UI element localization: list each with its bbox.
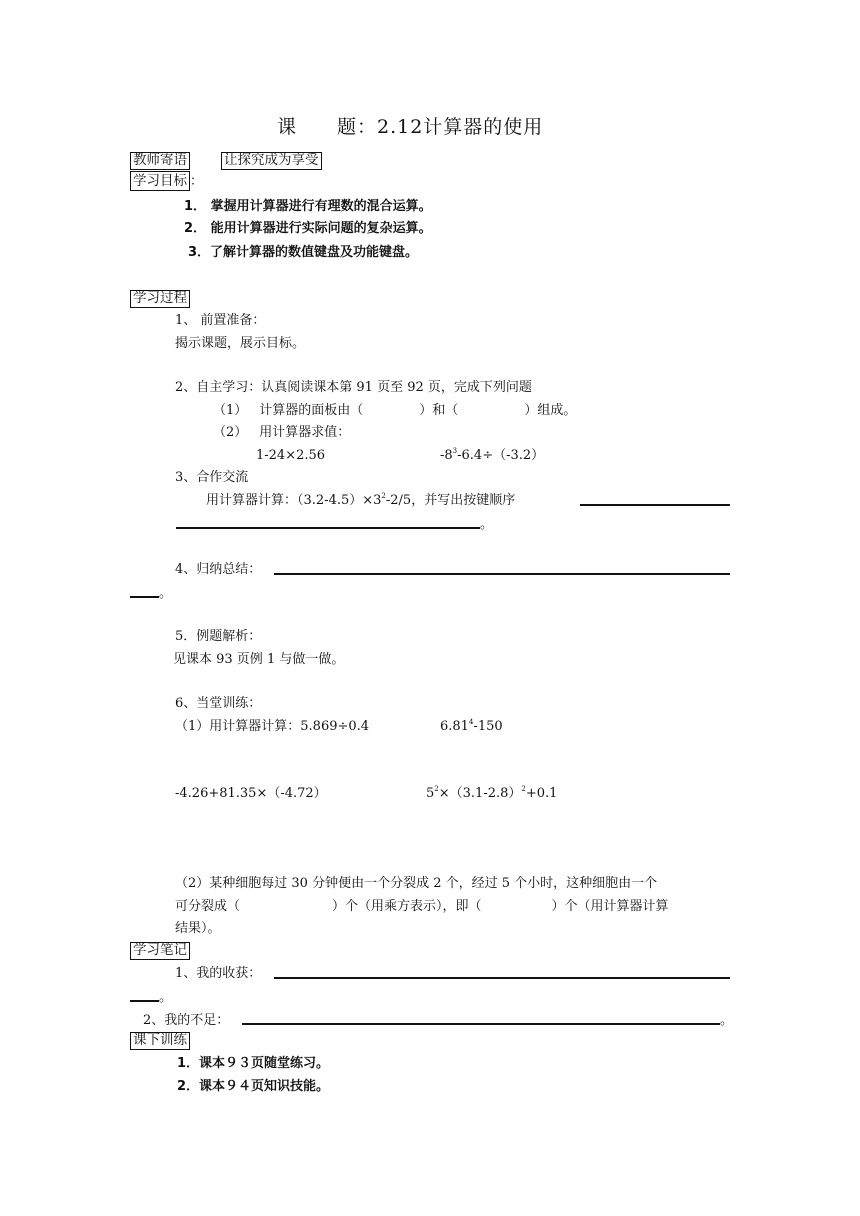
- page-title: 课 题：2.12计算器的使用: [277, 116, 544, 138]
- example-text: 见课本 93 页例 1 与做一做。: [173, 652, 345, 667]
- question-1: [213, 404, 576, 417]
- answer-line: [176, 527, 480, 529]
- coop-task: 用计算器计算：$(3.2-4.5)\times 3^2-2/5$，并写出按键顺序: [206, 492, 516, 508]
- expression-2: $-8^3-6.4\div(-3.2)$: [440, 447, 545, 463]
- answer-line: [130, 1000, 159, 1002]
- q1-text-a: 计算器的面板由（: [259, 403, 364, 418]
- practice-1: （1）用计算器计算：5.869÷0.4: [175, 719, 370, 734]
- cell-problem-line-2: 可分裂成（ ）个（用乘方表示），即（ ）个（用计算器计算: [175, 899, 669, 914]
- prep-heading: 1、 前置准备：: [175, 313, 266, 328]
- after-class-item: 2．课本９４页知识技能。: [177, 1079, 330, 1094]
- summary-heading: 4、归纳总结：: [175, 562, 262, 577]
- cell-problem-line-3: 结果）。: [175, 921, 221, 936]
- practice-1-expr: 6.81$^4$-150: [440, 718, 503, 734]
- period: 。: [480, 517, 494, 532]
- q1-text-b: ）和（: [419, 403, 459, 418]
- answer-line: [274, 573, 730, 575]
- goals-label: 学习目标: [130, 171, 190, 191]
- practice-2-expr-b: $5^2\times(3.1-2.8)^2+0.1$: [426, 785, 558, 801]
- goals-heading: [130, 175, 203, 189]
- answer-line: [274, 977, 730, 979]
- self-study-heading: 2、自主学习：认真阅读课本第 91 页至 92 页，完成下列问题: [175, 380, 532, 395]
- period: 。: [720, 1013, 734, 1028]
- q2-number: （2）: [213, 425, 248, 440]
- q1-number: （1）: [213, 403, 248, 418]
- period: 。: [159, 586, 173, 601]
- notes-label: 学习笔记: [130, 942, 190, 960]
- answer-line: [130, 596, 159, 598]
- goal-item: 3．了解计算器的数值键盘及功能键盘。: [188, 245, 419, 260]
- coop-heading: 3、合作交流: [175, 470, 249, 485]
- lack-heading: 2、我的不足：: [143, 1013, 230, 1028]
- goal-item: 1． 掌握用计算器进行有理数的混合运算。: [184, 199, 432, 214]
- practice-2-expr-a: -4.26+81.35×（-4.72）: [175, 786, 327, 801]
- expression-1: 1-24×2.56: [256, 448, 326, 463]
- teacher-quote: 让探究成为享受: [221, 152, 322, 170]
- answer-line: [242, 1023, 720, 1025]
- gain-heading: 1、我的收获：: [175, 966, 262, 981]
- answer-line: [580, 504, 730, 506]
- prep-text: 揭示课题，展示目标。: [175, 336, 306, 351]
- teacher-label: 教师寄语: [130, 152, 190, 170]
- period: 。: [159, 990, 173, 1005]
- goal-item: 2． 能用计算器进行实际问题的复杂运算。: [184, 221, 432, 236]
- q2-text: 用计算器求值：: [259, 425, 351, 440]
- question-2: [213, 426, 350, 439]
- process-label: 学习过程: [130, 290, 190, 308]
- example-heading: 5．例题解析：: [175, 629, 262, 644]
- after-class-item: 1．课本９３页随堂练习。: [177, 1056, 330, 1071]
- cell-problem-line-1: （2）某种细胞每过 30 分钟便由一个分裂成 2 个，经过 5 个小时，这种细胞由一个: [175, 876, 658, 891]
- after-class-label: 课下训练: [130, 1032, 190, 1050]
- practice-heading: 6、当堂训练：: [175, 696, 262, 711]
- goals-colon: ：: [190, 174, 204, 189]
- q1-text-c: ）组成。: [524, 403, 577, 418]
